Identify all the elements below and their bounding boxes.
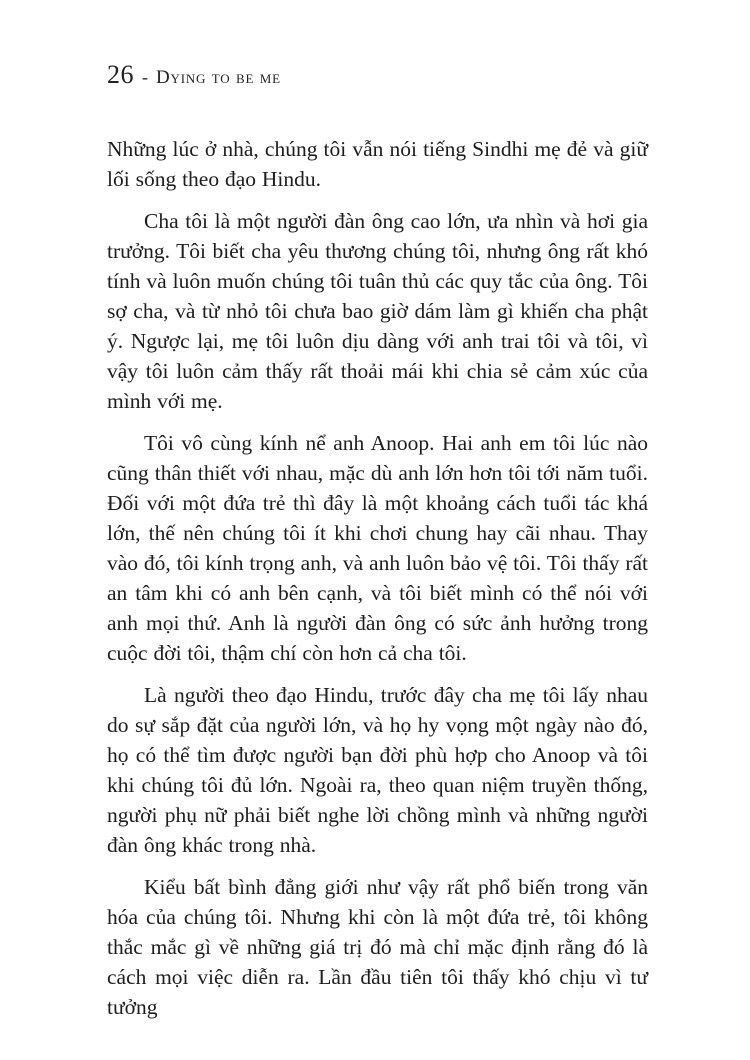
- running-header: [107, 60, 648, 90]
- book-title: Dying to be me: [156, 67, 281, 88]
- paragraph-3: Tôi vô cùng kính nể anh Anoop. Hai anh em tôi lúc nào cũng thân thiết với nhau, mặc dù anh lớn hơn tôi tới năm tuổi. Đối với một đứa trẻ thì đây là một khoảng cách tuổi tác khá lớn, thế nên chúng tôi ít khi chơi chung hay cãi nhau. Thay vào đó, tôi kính trọng anh, và anh luôn bảo vệ tôi. Tôi thấy rất an tâm khi có anh bên cạnh, và tôi biết mình có thể nói với anh mọi thứ. Anh là người đàn ông có sức ảnh hưởng trong cuộc đời tôi, thậm chí còn hơn cả cha tôi.: [107, 431, 649, 665]
- page-number: 26: [107, 60, 134, 89]
- header-separator: -: [142, 67, 148, 87]
- paragraph-5: Kiểu bất bình đẳng giới như vậy rất phổ biến trong văn hóa của chúng tôi. Nhưng khi còn là một đứa trẻ, tôi không thắc mắc gì về những giá trị đó mà chỉ mặc định rằng đó là cách mọi việc diễn ra. Lần đầu tiên tôi thấy khó chịu vì tư tưởng: [107, 875, 648, 1019]
- paragraph-1: Những lúc ở nhà, chúng tôi vẫn nói tiếng Sindhi mẹ đẻ và giữ lối sống theo đạo Hindu.: [107, 137, 648, 191]
- paragraph-2: Cha tôi là một người đàn ông cao lớn, ưa nhìn và hơi gia trưởng. Tôi biết cha yêu thương chúng tôi, nhưng ông rất khó tính và luôn muốn chúng tôi tuân thủ các quy tắc của ông. Tôi sợ cha, và từ nhỏ tôi chưa bao giờ dám làm gì khiến cha phật ý. Ngược lại, mẹ tôi luôn dịu dàng với anh trai tôi và tôi, vì vậy tôi luôn cảm thấy rất thoải mái khi chia sẻ cảm xúc của mình với mẹ.: [107, 209, 648, 413]
- paragraph-4: Là người theo đạo Hindu, trước đây cha mẹ tôi lấy nhau do sự sắp đặt của người lớn, và họ hy vọng một ngày nào đó, họ có thể tìm được người bạn đời phù hợp cho Anoop và tôi khi chúng tôi đủ lớn. Ngoài ra, theo quan niệm truyền thống, người phụ nữ phải biết nghe lời chồng mình và những người đàn ông khác trong nhà.: [107, 683, 648, 857]
- page-body: [107, 134, 648, 1022]
